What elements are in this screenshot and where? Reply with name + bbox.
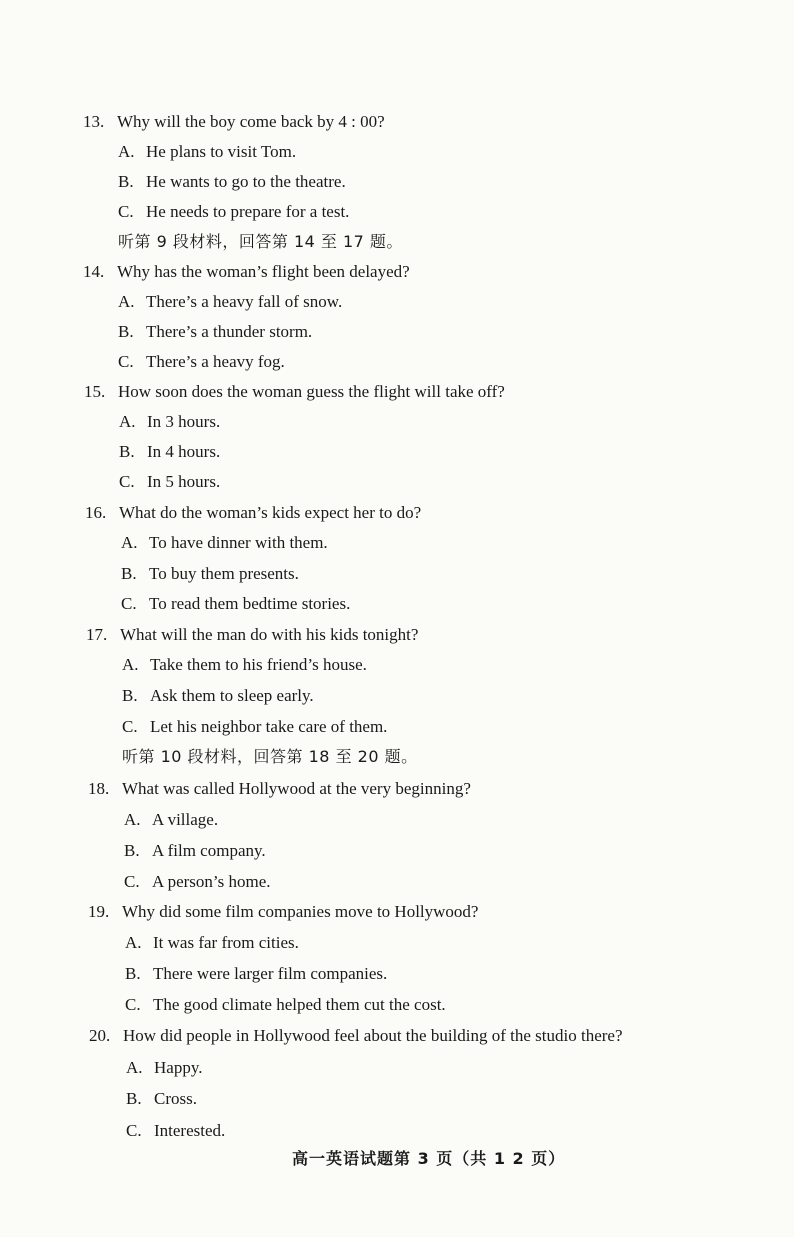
option-17b: B. Ask them to sleep early.: [122, 686, 314, 705]
option-20b: B. Cross.: [126, 1089, 197, 1108]
option-16a: A. To have dinner with them.: [121, 533, 328, 552]
option-18c: C. A person’s home.: [124, 872, 271, 891]
option-18a: A. A village.: [124, 810, 219, 829]
option-15c: C. In 5 hours.: [119, 472, 221, 491]
option-19c: C. The good climate helped them cut the cost.: [125, 995, 446, 1014]
question-20: 20. How did people in Hollywood feel about the building of the studio there?: [89, 1026, 623, 1045]
option-14b: B. There’s a thunder storm.: [118, 322, 313, 341]
option-15b: B. In 4 hours.: [119, 442, 221, 461]
page-footer: 高一英语试题第 3 页（共 1 2 页）: [292, 1149, 566, 1168]
question-19: 19. Why did some film companies move to Hollywood?: [88, 902, 479, 921]
option-17a: A. Take them to his friend’s house.: [122, 655, 367, 674]
question-13: [83, 112, 385, 132]
option-14c: C. There’s a heavy fog.: [118, 352, 285, 371]
option-15a: A. In 3 hours.: [119, 412, 221, 431]
question-17: 17. What will the man do with his kids tonight?: [86, 625, 419, 644]
option-13c: C. He needs to prepare for a test.: [118, 202, 350, 221]
option-16c: C. To read them bedtime stories.: [121, 594, 351, 613]
question-text: Why will the boy come back by 4 : 00?: [117, 112, 385, 131]
option-19b: B. There were larger film companies.: [125, 964, 388, 983]
question-15: 15. How soon does the woman guess the flight will take off?: [84, 382, 505, 401]
question-14: 14. Why has the woman’s flight been delayed?: [83, 262, 410, 281]
question-number: 13.: [83, 112, 105, 131]
option-19a: A. It was far from cities.: [125, 933, 299, 952]
option-20c: C. Interested.: [126, 1121, 226, 1140]
question-18: 18. What was called Hollywood at the very beginning?: [88, 779, 471, 798]
option-17c: C. Let his neighbor take care of them.: [122, 717, 388, 736]
option-20a: A. Happy.: [126, 1058, 203, 1077]
option-13a: A. He plans to visit Tom.: [118, 142, 297, 161]
option-18b: B. A film company.: [124, 841, 266, 860]
option-16b: B. To buy them presents.: [121, 564, 299, 583]
option-13b: B. He wants to go to the theatre.: [118, 172, 346, 191]
section-9-instruction: 听第 9 段材料，回答第 14 至 17 题。: [118, 232, 403, 251]
question-16: 16. What do the woman’s kids expect her to do?: [85, 503, 422, 522]
option-14a: A. There’s a heavy fall of snow.: [118, 292, 343, 311]
section-10-instruction: 听第 10 段材料，回答第 18 至 20 题。: [122, 747, 418, 766]
